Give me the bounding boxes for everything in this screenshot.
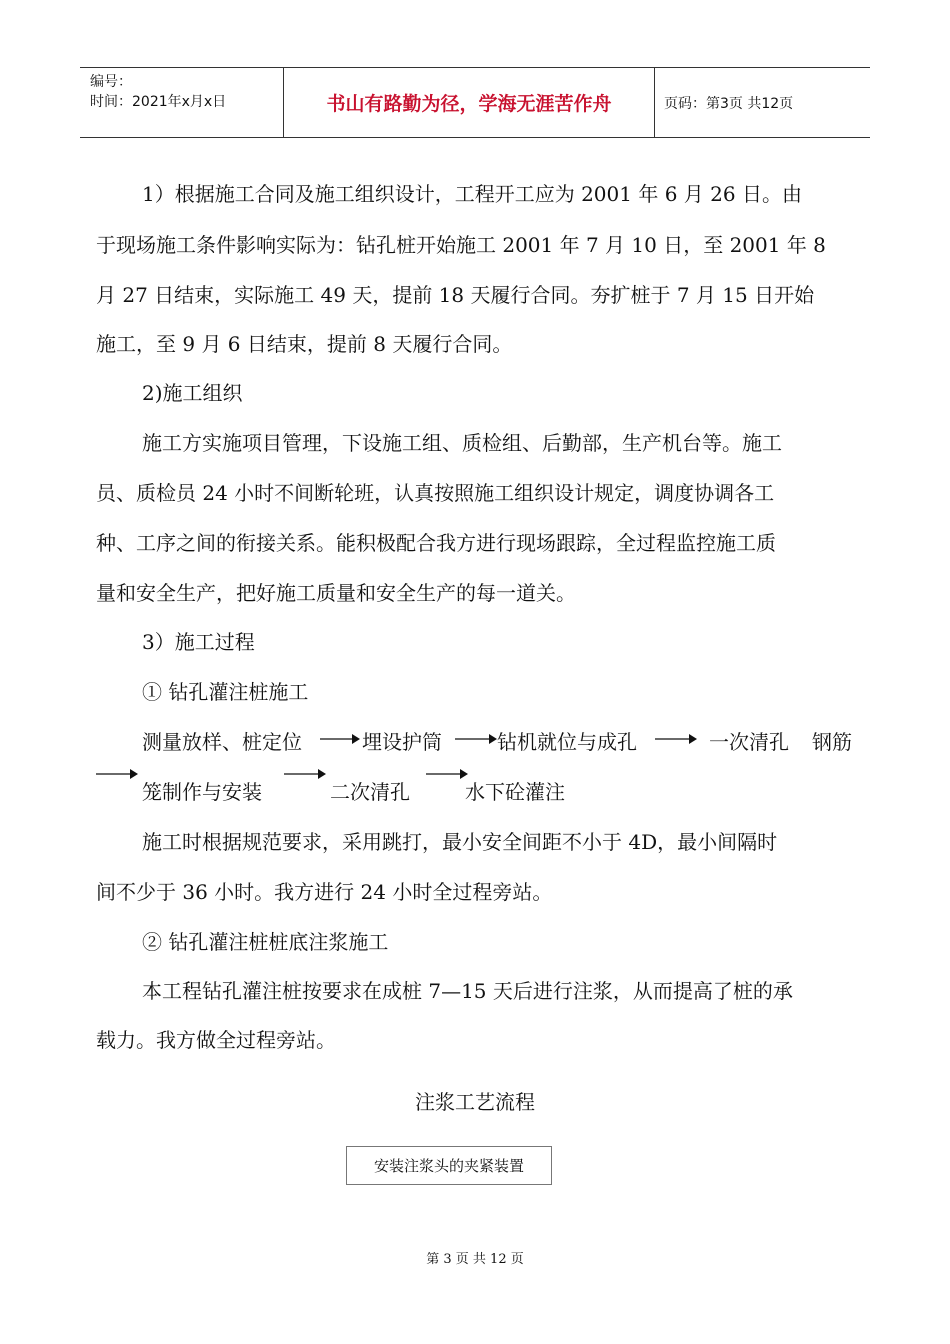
- flow-step: 钻机就位与成孔: [497, 730, 637, 754]
- arrow-icon: [320, 732, 360, 752]
- header-meta: [90, 72, 226, 112]
- flow-step: 笼制作与安装: [142, 780, 262, 804]
- number-label: 编号：: [90, 74, 132, 90]
- paragraph-line: 量和安全生产，把好施工质量和安全生产的每一道关。: [96, 581, 576, 605]
- paragraph-line: 载力。我方做全过程旁站。: [96, 1028, 336, 1052]
- process-step-box: 安装注浆头的夹紧装置: [346, 1146, 552, 1185]
- paragraph-line: 1）根据施工合同及施工组织设计，工程开工应为 2001 年 6 月 26 日。由: [142, 182, 802, 206]
- subsection-heading: ① 钻孔灌注桩施工: [142, 680, 309, 704]
- arrow-icon: [655, 732, 697, 752]
- flow-step: 钢筋: [812, 730, 852, 754]
- header-divider: [654, 68, 655, 137]
- paragraph-line: 月 27 日结束，实际施工 49 天，提前 18 天履行合同。夯扩桩于 7 月 15 日开始: [96, 283, 815, 307]
- grout-process-title: 注浆工艺流程: [415, 1090, 535, 1114]
- flow-step: 二次清孔: [330, 780, 410, 804]
- section-heading: 3）施工过程: [142, 630, 255, 654]
- flow-step: 埋设护筒: [362, 730, 442, 754]
- paragraph-line: 本工程钻孔灌注桩按要求在成桩 7—15 天后进行注浆，从而提高了桩的承: [142, 979, 793, 1003]
- header-page-info: 页码：第3页 共12页: [664, 95, 794, 112]
- arrow-icon: [455, 732, 497, 752]
- section-heading: 2)施工组织: [142, 381, 243, 405]
- flow-step: 一次清孔: [709, 730, 789, 754]
- paragraph-line: 种、工序之间的衔接关系。能积极配合我方进行现场跟踪，全过程监控施工质: [96, 531, 776, 555]
- arrow-icon: [284, 767, 326, 787]
- flow-step: 水下砼灌注: [465, 780, 565, 804]
- header-motto: 书山有路勤为径，学海无涯苦作舟: [326, 93, 612, 115]
- page-header: [80, 67, 870, 138]
- arrow-icon: [426, 767, 468, 787]
- paragraph-line: 施工时根据规范要求，采用跳打，最小安全间距不小于 4D，最小间隔时: [142, 830, 778, 854]
- date-label: 时间：2021年x月x日: [90, 94, 227, 110]
- paragraph-line: 于现场施工条件影响实际为：钻孔桩开始施工 2001 年 7 月 10 日，至 2001 年 8: [96, 233, 826, 257]
- page-footer: 第 3 页 共 12 页: [426, 1252, 524, 1267]
- paragraph-line: 员、质检员 24 小时不间断轮班，认真按照施工组织设计规定，调度协调各工: [96, 481, 775, 505]
- flow-step: 测量放样、桩定位: [142, 730, 302, 754]
- arrow-icon: [96, 767, 138, 787]
- subsection-heading: ② 钻孔灌注桩桩底注浆施工: [142, 930, 389, 954]
- paragraph-line: 施工，至 9 月 6 日结束，提前 8 天履行合同。: [96, 332, 513, 356]
- paragraph-line: 间不少于 36 小时。我方进行 24 小时全过程旁站。: [96, 880, 553, 904]
- paragraph-line: 施工方实施项目管理，下设施工组、质检组、后勤部，生产机台等。施工: [142, 431, 782, 455]
